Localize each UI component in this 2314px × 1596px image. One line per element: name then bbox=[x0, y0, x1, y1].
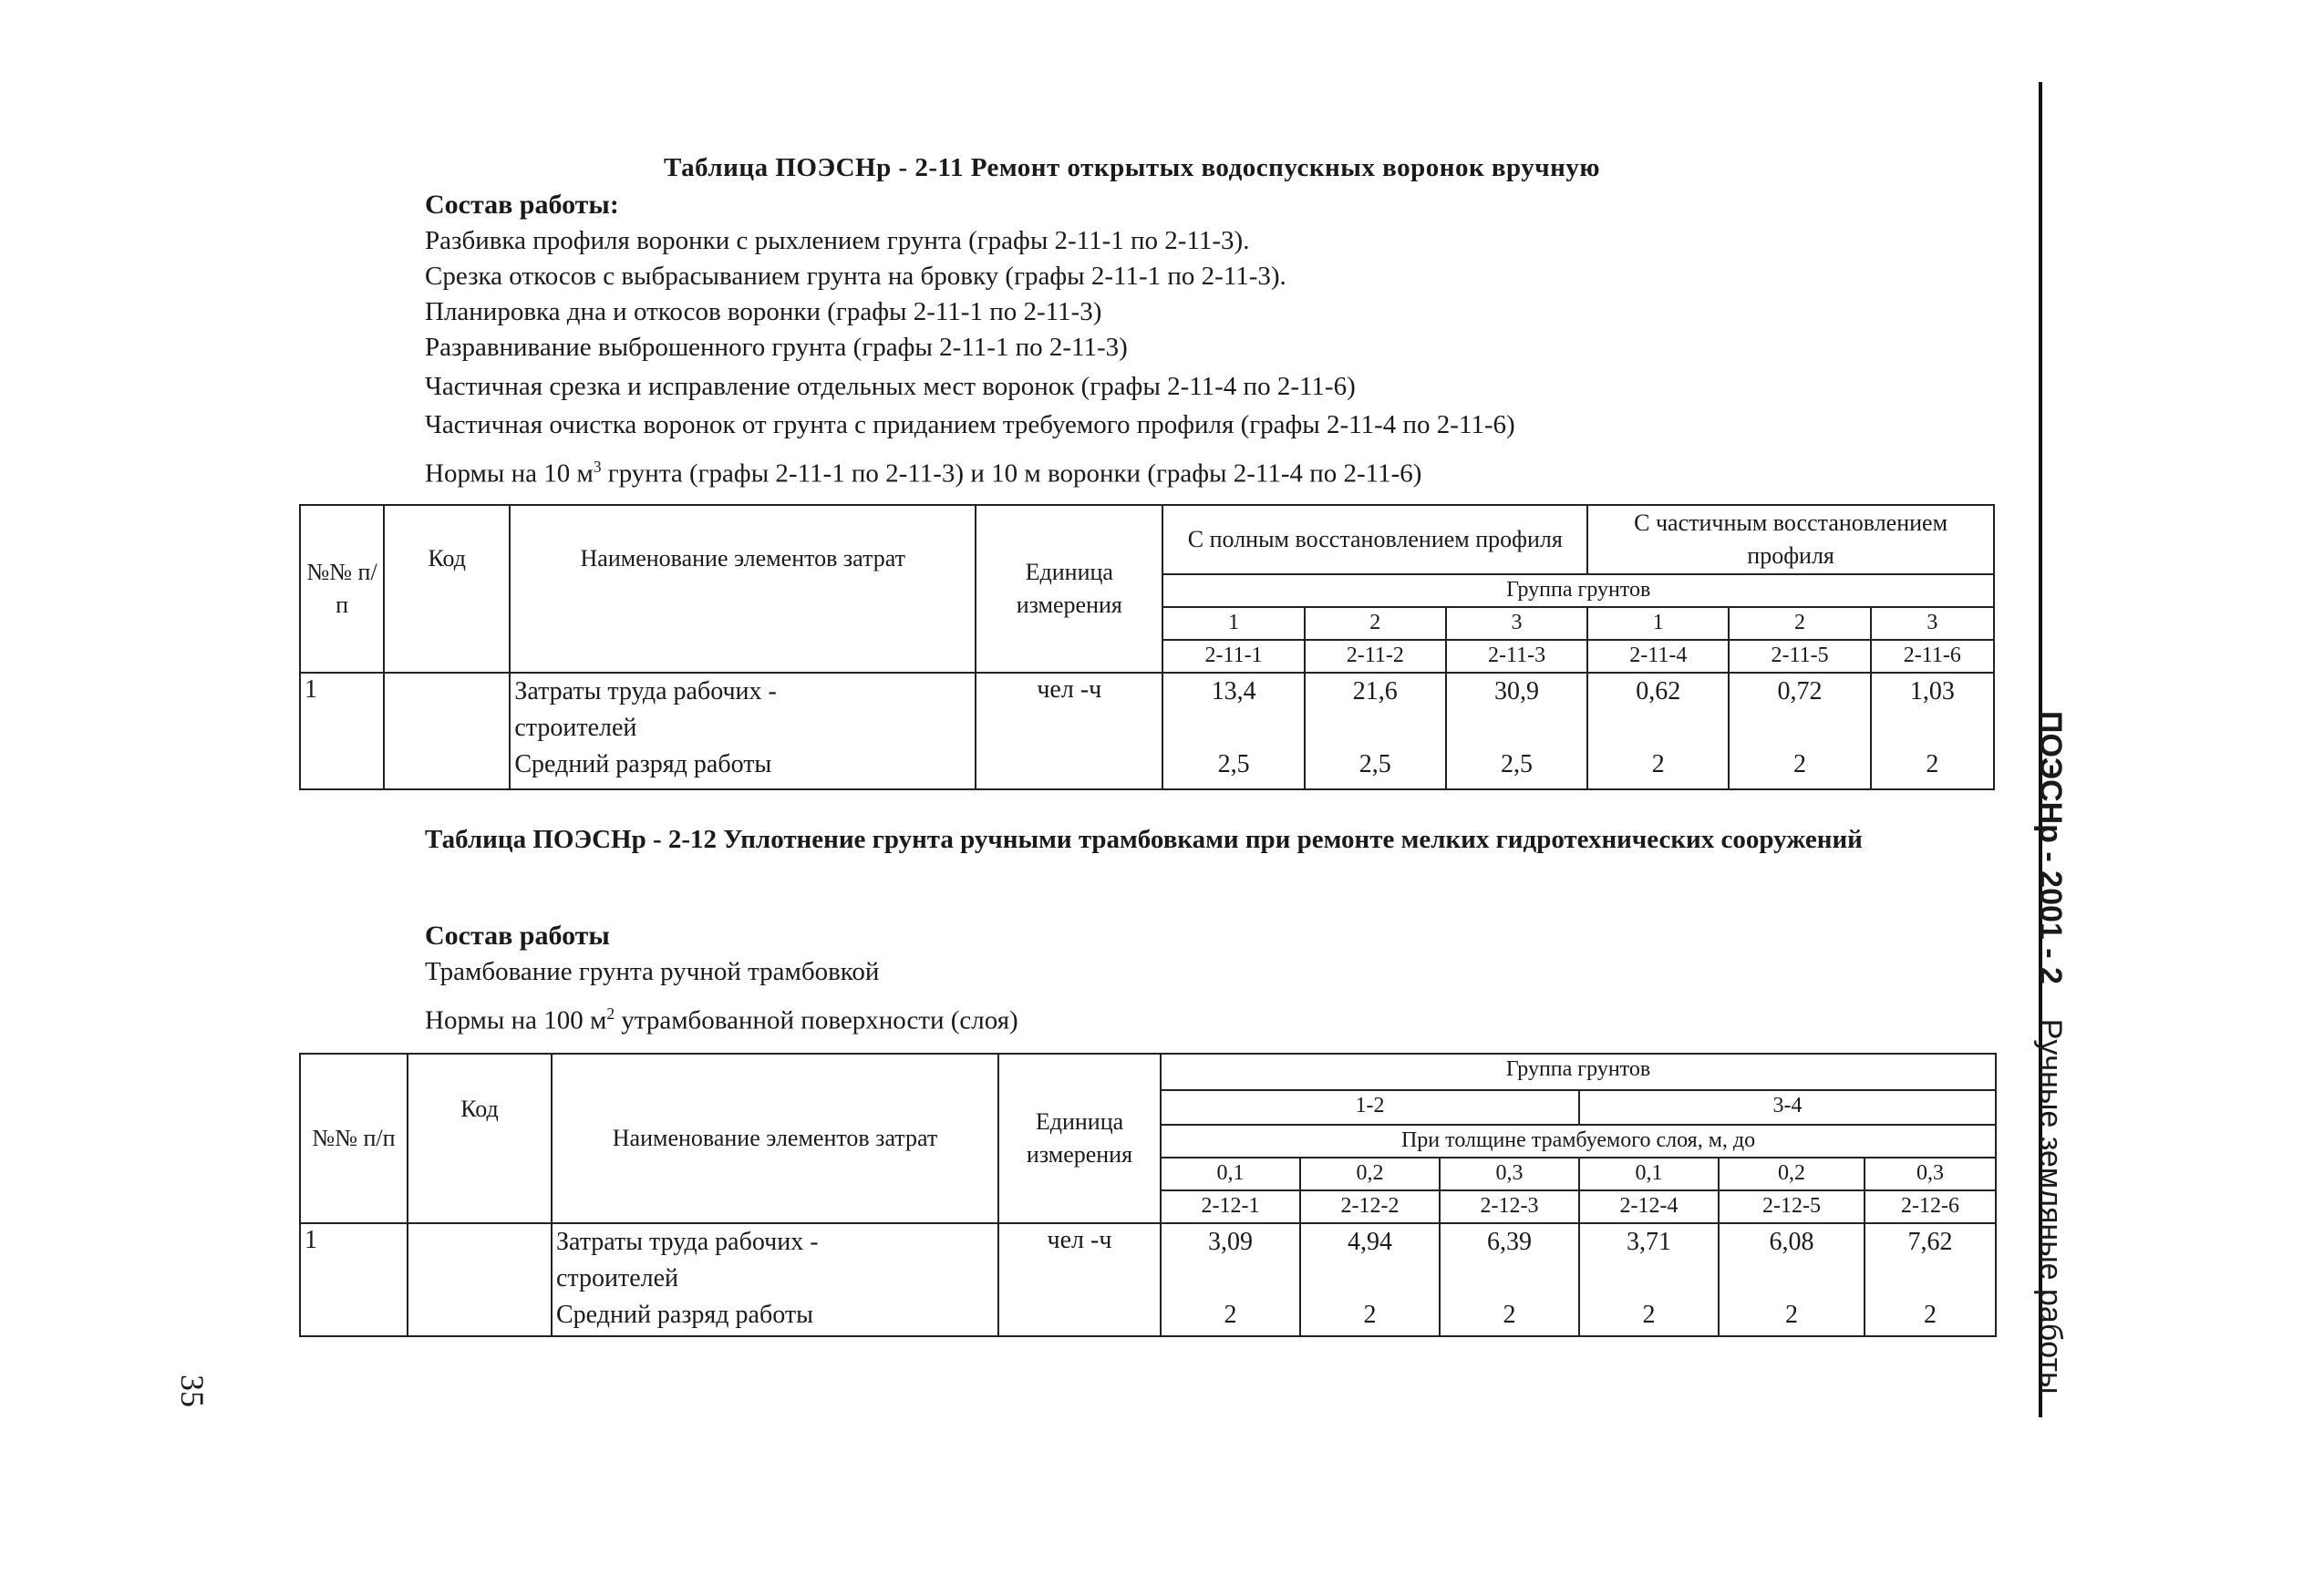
table2-labor-value: 6,39 bbox=[1487, 1228, 1532, 1256]
table2-row-code bbox=[408, 1223, 552, 1336]
table1-header-unit: Единица измерения bbox=[976, 505, 1162, 673]
table1-grade-value: 2,5 bbox=[1358, 750, 1391, 778]
table2-thickness-col: 0,1 bbox=[1161, 1158, 1300, 1190]
table2-row-name-line: Затраты труда рабочих - bbox=[556, 1228, 819, 1256]
table1-code-col: 2-11-2 bbox=[1305, 640, 1446, 673]
side-code: ПОЭСНр - 2001 - 2 bbox=[2033, 711, 2068, 984]
table2-header-thickness: При толщине трамбуемого слоя, м, до bbox=[1161, 1125, 1996, 1158]
table2-work-item: Трамбование грунта ручной трамбовкой bbox=[425, 957, 880, 986]
table1-grade-value: 2,5 bbox=[1501, 750, 1534, 778]
table1-work-item: Разбивка профиля воронки с рыхлением грунта (графы 2-11-1 по 2-11-3). bbox=[425, 226, 1250, 255]
table1-labor-value: 21,6 bbox=[1352, 677, 1398, 705]
table1-row-name-line: строителей bbox=[514, 714, 637, 742]
table1-header-name: Наименование элементов затрат bbox=[510, 505, 976, 673]
table1-row-name bbox=[510, 673, 976, 789]
table2-header-unit: Единица измерения bbox=[998, 1054, 1161, 1223]
table1-row-value bbox=[1729, 673, 1870, 789]
table2-row-value bbox=[1300, 1223, 1440, 1336]
table2-row-value bbox=[1579, 1223, 1719, 1336]
table1-row-unit: чел -ч bbox=[976, 673, 1162, 789]
table1-header-group-partial: С частичным восстановлением профиля bbox=[1587, 505, 1994, 574]
table2-title: Таблица ПОЭСНр - 2-12 Уплотнение грунта ручными трамбовками при ремонте мелких гидротехнических сооружений bbox=[425, 825, 1863, 854]
table1-row-num: 1 bbox=[300, 673, 384, 789]
table1-row-name-line: Средний разряд работы bbox=[514, 750, 772, 778]
table1-soil-col: 3 bbox=[1871, 607, 1994, 640]
table1-grade-value: 2 bbox=[1651, 750, 1665, 778]
table2-row-unit: чел -ч bbox=[998, 1223, 1161, 1336]
table2-header-group-b: 3-4 bbox=[1579, 1090, 1996, 1125]
table1-title: Таблица ПОЭСНр - 2-11 Ремонт открытых водоспускных воронок вручную bbox=[664, 153, 1601, 182]
table2-thickness-col: 0,3 bbox=[1865, 1158, 1996, 1190]
table1-work-heading: Состав работы: bbox=[425, 190, 619, 220]
table2-grade-value: 2 bbox=[1224, 1301, 1237, 1329]
table2-code-col: 2-12-1 bbox=[1161, 1190, 1300, 1223]
table2-row-num: 1 bbox=[300, 1223, 408, 1336]
table2-labor-value: 4,94 bbox=[1348, 1228, 1392, 1256]
table1-code-col: 2-11-4 bbox=[1587, 640, 1729, 673]
table1-labor-value: 1,03 bbox=[1909, 677, 1955, 705]
table1-code-col: 2-11-6 bbox=[1871, 640, 1994, 673]
table2-header-code: Код bbox=[408, 1054, 552, 1223]
side-running-title bbox=[2032, 711, 2068, 1394]
table2-labor-value: 6,08 bbox=[1769, 1228, 1814, 1256]
table2-grade-value: 2 bbox=[1642, 1301, 1656, 1329]
table1-labor-value: 13,4 bbox=[1211, 677, 1256, 705]
table1-code-col: 2-11-3 bbox=[1446, 640, 1587, 673]
table1-work-item: Планировка дна и откосов воронки (графы 2-11-1 по 2-11-3) bbox=[425, 297, 1102, 326]
table2-row-name bbox=[552, 1223, 998, 1336]
table2-code-col: 2-12-4 bbox=[1579, 1190, 1719, 1223]
table1-grade-value: 2 bbox=[1926, 750, 1939, 778]
table2-grid bbox=[299, 1053, 1997, 1337]
table2-row bbox=[300, 1223, 1996, 1336]
table1-labor-value: 30,9 bbox=[1494, 677, 1540, 705]
table2-labor-value: 7,62 bbox=[1907, 1228, 1953, 1256]
table2-row-name-line: Средний разряд работы bbox=[556, 1301, 813, 1329]
table2-header-name: Наименование элементов затрат bbox=[552, 1054, 998, 1223]
table2-header-soil-group: Группа грунтов bbox=[1161, 1054, 1996, 1090]
table1-row-code bbox=[384, 673, 510, 789]
table1-labor-value: 0,72 bbox=[1777, 677, 1823, 705]
table1-soil-col: 3 bbox=[1446, 607, 1587, 640]
table2-norms-note: Нормы на 100 $м^2$ утрамбованной поверхности (слоя) bbox=[425, 1004, 1018, 1035]
table2-grade-value: 2 bbox=[1924, 1301, 1937, 1329]
table2-thickness-col: 0,2 bbox=[1719, 1158, 1865, 1190]
table1-row bbox=[300, 673, 1994, 789]
table2-code-col: 2-12-2 bbox=[1300, 1190, 1440, 1223]
table1-soil-col: 1 bbox=[1162, 607, 1304, 640]
table2-row-value bbox=[1161, 1223, 1300, 1336]
table2-thickness-col: 0,3 bbox=[1440, 1158, 1579, 1190]
table2-labor-value: 3,71 bbox=[1627, 1228, 1671, 1256]
table2-labor-value: 3,09 bbox=[1208, 1228, 1253, 1256]
table2-code-col: 2-12-5 bbox=[1719, 1190, 1865, 1223]
table2-grade-value: 2 bbox=[1363, 1301, 1377, 1329]
table1-header-group-full: С полным восстановлением профиля bbox=[1162, 505, 1587, 574]
table1-row-value bbox=[1446, 673, 1587, 789]
table2-code-col: 2-12-6 bbox=[1865, 1190, 1996, 1223]
table1-soil-col: 2 bbox=[1305, 607, 1446, 640]
table2-header-num: №№ п/п bbox=[300, 1054, 408, 1223]
table1-grade-value: 2,5 bbox=[1217, 750, 1250, 778]
table1-work-item: Срезка откосов с выбрасыванием грунта на бровку (графы 2-11-1 по 2-11-3). bbox=[425, 262, 1286, 291]
table1-soil-col: 2 bbox=[1729, 607, 1870, 640]
table1-header-num: №№ п/п bbox=[300, 505, 384, 673]
page-number: 35 bbox=[174, 1375, 211, 1407]
table2-thickness-col: 0,2 bbox=[1300, 1158, 1440, 1190]
table1-row-value bbox=[1587, 673, 1729, 789]
table2-thickness-col: 0,1 bbox=[1579, 1158, 1719, 1190]
table1-row-value bbox=[1305, 673, 1446, 789]
table1-soil-col: 1 bbox=[1587, 607, 1729, 640]
table1-row-name-line: Затраты труда рабочих - bbox=[514, 677, 777, 705]
table1-row-value bbox=[1871, 673, 1994, 789]
table2-grade-value: 2 bbox=[1785, 1301, 1798, 1329]
table1-work-item: Разравнивание выброшенного грунта (графы 2-11-1 по 2-11-3) bbox=[425, 333, 1128, 362]
table1-work-item: Частичная очистка воронок от грунта с приданием требуемого профиля (графы 2-11-4 по 2-11-6) bbox=[425, 410, 1515, 439]
table1-code-col: 2-11-1 bbox=[1162, 640, 1304, 673]
table2-code-col: 2-12-3 bbox=[1440, 1190, 1579, 1223]
table1-code-col: 2-11-5 bbox=[1729, 640, 1870, 673]
table2-row-value bbox=[1719, 1223, 1865, 1336]
table2-row-value bbox=[1440, 1223, 1579, 1336]
table2-work-heading: Состав работы bbox=[425, 921, 610, 951]
table1-grade-value: 2 bbox=[1793, 750, 1807, 778]
table1-header-code: Код bbox=[384, 505, 510, 673]
table1-grid bbox=[299, 504, 1995, 790]
table1-row-value bbox=[1162, 673, 1304, 789]
table1-work-item: Частичная срезка и исправление отдельных мест воронок (графы 2-11-4 по 2-11-6) bbox=[425, 372, 1356, 401]
table1-labor-value: 0,62 bbox=[1636, 677, 1681, 705]
table1-header-soil-group: Группа грунтов bbox=[1162, 574, 1994, 607]
table2-row-name-line: строителей bbox=[556, 1264, 679, 1292]
table2-grade-value: 2 bbox=[1503, 1301, 1516, 1329]
table2-row-value bbox=[1865, 1223, 1996, 1336]
table2-header-group-a: 1-2 bbox=[1161, 1090, 1579, 1125]
side-section: Ручные земляные работы bbox=[2033, 1018, 2068, 1395]
table1-norms-note: Нормы на 10 $м^3$ грунта (графы 2-11-1 по 2-11-3) и 10 м воронки (графы 2-11-4 по 2-11-6) bbox=[425, 458, 1422, 489]
